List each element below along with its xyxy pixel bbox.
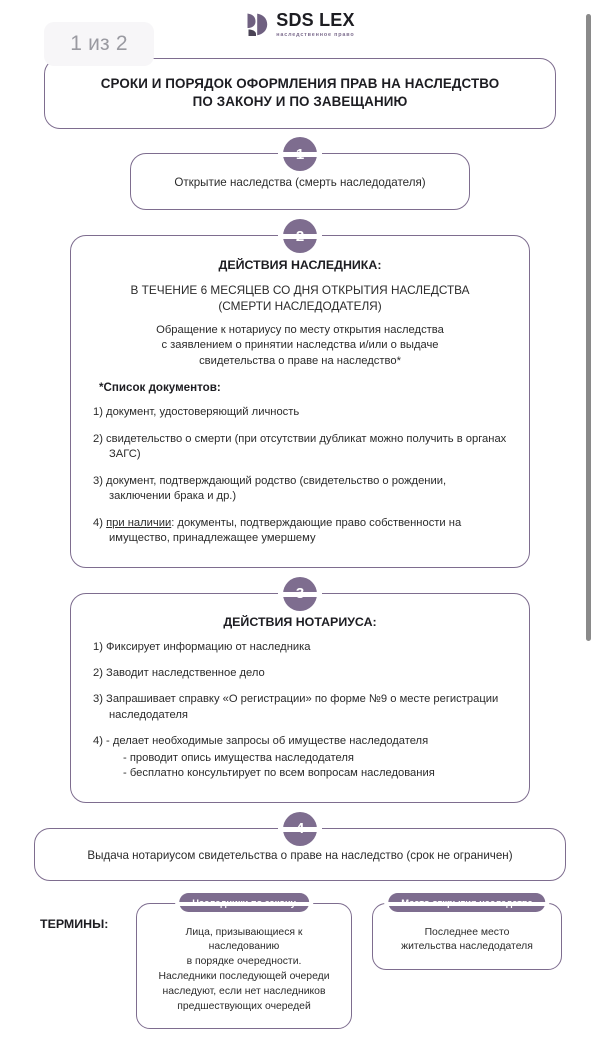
step-2-document-item: 3) документ, подтверждающий родство (свидетельство о рождении, заключении брака и др.) [93,474,447,503]
step-4-text: Выдача нотариусом свидетельства о праве на наследство (срок не ограничен) [87,848,513,862]
step-2-deadline-line-1: В ТЕЧЕНИЕ 6 МЕСЯЦЕВ СО ДНЯ ОТКРЫТИЯ НАСЛЕДСТВА [130,283,470,298]
step-2-deadline-block [93,283,507,315]
step-1-number-badge: 1 [283,137,317,171]
term-line: в порядке очередности. [186,956,302,968]
step-2-card [70,227,530,567]
term-line: жительства наследодателя [401,941,533,953]
term-card-place-of-opening-body [385,926,549,956]
step-3-sub-item-2-emphasis: бесплатно [129,767,185,780]
term-card-place-of-opening-title: Место открытия наследства [388,893,545,912]
term-line: Лица, призывающиеся к наследованию [185,926,303,953]
step-2-description-block [93,323,507,369]
step-2-number-badge: 2 [283,219,317,253]
step-3-card [70,585,530,803]
page-counter-label: 1 из 2 [70,32,128,55]
document-title-card [44,58,556,129]
step-2-document-item: 2) свидетельство о смерти (при отсутствии дубликат можно получить в органах ЗАГС) [93,432,507,461]
step-3-sub-item: - проводит опись имущества наследодателя [123,751,354,764]
step-2-document-item: 1) документ, удостоверяющий личность [93,406,300,419]
step-3-action-item: 1) Фиксирует информацию от наследника [93,640,311,653]
logo-subtitle: наследственное право [276,31,355,38]
page-header [0,0,600,58]
step-2-description-line-1: Обращение к нотариусу по месту открытия наследства [156,323,444,336]
step-3-sub-item [93,766,507,781]
step-2-document-item-4-emphasis: при наличии [106,516,172,529]
sds-lex-logo-mark-icon [245,12,269,37]
step-3-action-item: 3) Запрашивает справку «О регистрации» по форме №9 о месте регистрации наследодателя [93,693,499,721]
term-card-heirs-by-law-title: Наследники по закону [179,893,309,912]
term-line: предшествующих очередей [177,1000,311,1012]
step-2-heading: ДЕЙСТВИЯ НАСЛЕДНИКА: [218,258,382,273]
step-3-number-badge: 3 [283,577,317,611]
term-line: Наследники последующей очереди [158,970,330,982]
term-card-place-of-opening [372,896,562,971]
page-title-line-2: ПО ЗАКОНУ И ПО ЗАВЕЩАНИЮ [192,93,408,109]
step-2-description-line-3: свидетельства о праве на наследство* [199,354,401,367]
step-3-action-item: 4) - делает необходимые запросы об имуществе наследодателя [93,735,429,748]
term-card-heirs-by-law-body [149,926,339,1015]
step-3-sub-item-2-rest: консультирует по всем вопросам наследования [184,767,435,780]
terms-label: ТЕРМИНЫ: [40,916,109,931]
step-1-text: Открытие наследства (смерть наследодателя) [174,176,426,190]
page-title-line-1: СРОКИ И ПОРЯДОК ОФОРМЛЕНИЯ ПРАВ НА НАСЛЕДСТВО [100,76,500,91]
logo-text [276,11,354,38]
page-counter-badge [44,22,154,66]
step-2-document-item [93,516,507,547]
step-3-sub-item-2-prefix: - [123,767,130,780]
terms-section [0,896,600,1030]
step-4-card [34,820,566,881]
term-card-heirs-by-law [136,896,352,1030]
step-3-action-item: 2) Заводит наследственное дело [93,666,265,679]
step-2-deadline-line-2: (СМЕРТИ НАСЛЕДОДАТЕЛЯ) [218,299,382,314]
step-2-description-line-2: с заявлением о принятии наследства и/или о выдаче [161,339,439,352]
step-1-card [130,145,470,210]
step-2-documents-list-heading: *Список документов: [99,381,221,395]
step-4-number-badge: 4 [283,812,317,846]
term-line: Последнее место [424,926,510,938]
step-3-heading: ДЕЙСТВИЯ НОТАРИУСА: [223,614,377,629]
step-2-document-item-4-rest: : документы, подтверждающие право собственности на имущество, принадлежащее умершему [109,516,462,545]
term-line: наследуют, если нет наследников [162,985,326,997]
vertical-scrollbar-thumb[interactable] [586,14,591,641]
step-2-document-item-4-prefix: 4) [93,516,107,529]
logo-title: SDS LEX [276,10,355,30]
